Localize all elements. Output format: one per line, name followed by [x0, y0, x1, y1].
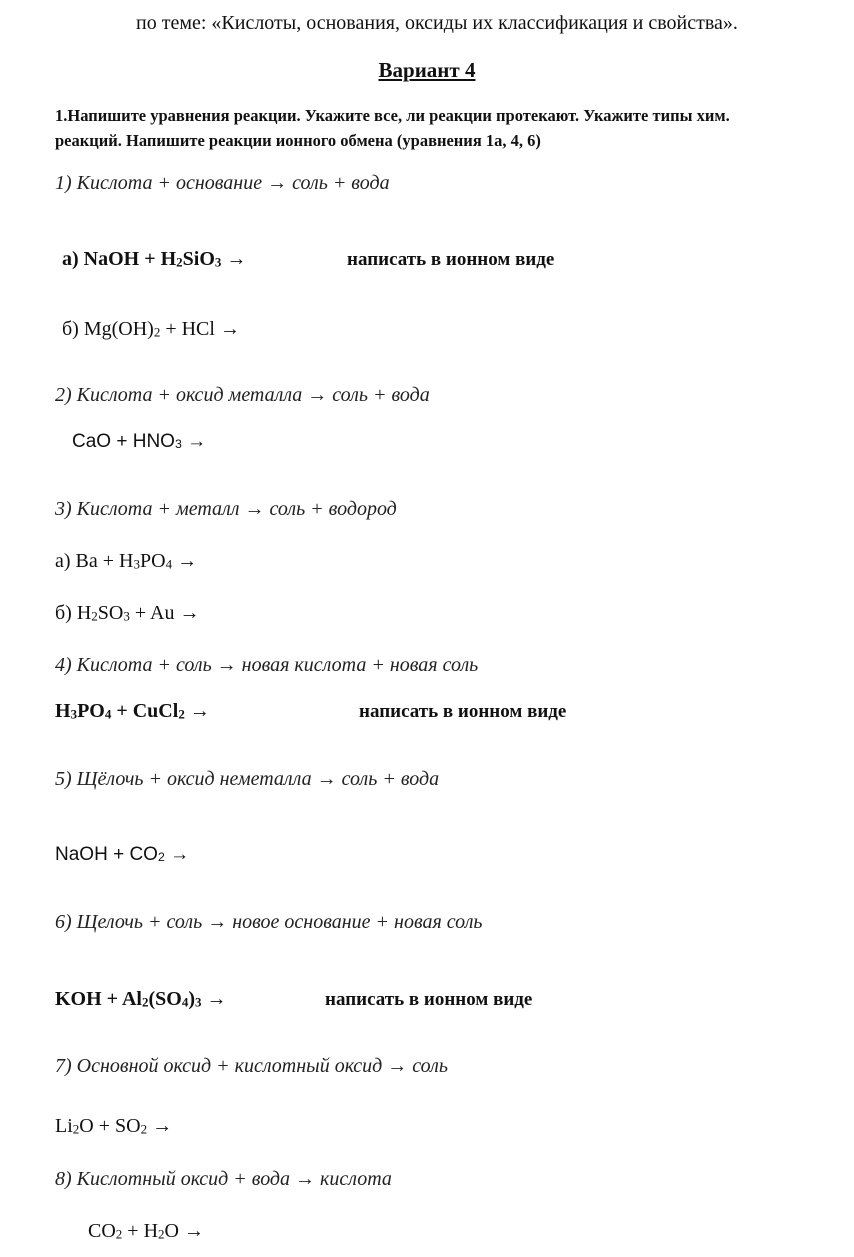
- section-3-heading: 3) Кислота + металл → соль + водород: [55, 498, 397, 520]
- equation-2: [72, 431, 206, 453]
- subscript: 3: [174, 437, 182, 452]
- task-line-2: реакций. Напишите реакции ионного обмена (уравнения 1а, 4, 6): [55, 131, 541, 150]
- formula-text: →: [221, 248, 247, 270]
- subscript: 2: [72, 1121, 80, 1137]
- section-6-heading: 6) Щелочь + соль → новое основание + новая соль: [55, 911, 483, 933]
- formula-text: + H: [122, 1220, 159, 1242]
- formula-text: O + SO: [79, 1115, 141, 1137]
- section-8-heading: 8) Кислотный оксид + вода → кислота: [55, 1168, 392, 1190]
- section-1-heading: 1) Кислота + основание → соль + вода: [55, 172, 390, 194]
- subscript: 3: [70, 706, 78, 722]
- subscript: 4: [104, 706, 112, 722]
- subscript: 2: [153, 324, 161, 340]
- variant-label: Вариант 4: [378, 58, 476, 82]
- formula-text: а) Ba + H: [55, 550, 134, 572]
- equation-1a: [62, 248, 246, 271]
- formula-text: б) H: [55, 602, 92, 624]
- formula-text: PO: [77, 700, 105, 722]
- subscript: 3: [214, 254, 222, 270]
- subscript: 2: [140, 1121, 148, 1137]
- formula-text: →: [147, 1115, 173, 1137]
- formula-text: →: [184, 700, 210, 722]
- equation-6: [55, 988, 226, 1011]
- section-2-heading: 2) Кислота + оксид металла → соль + вода: [55, 384, 430, 406]
- formula-text: →: [181, 431, 207, 452]
- equation-7: [55, 1115, 172, 1138]
- formula-text: Li: [55, 1115, 73, 1137]
- formula-text: ): [188, 988, 195, 1010]
- equation-8: [88, 1220, 204, 1243]
- ionic-note-6: написать в ионном виде: [325, 989, 533, 1010]
- formula-text: KOH + Al: [55, 988, 142, 1010]
- formula-text: H: [55, 700, 71, 722]
- formula-text: O →: [164, 1220, 204, 1242]
- subscript: 4: [165, 556, 173, 572]
- subscript: 3: [133, 556, 140, 572]
- subscript: 2: [91, 608, 98, 624]
- subscript: 3: [194, 994, 202, 1010]
- formula-text: (SO: [148, 988, 182, 1010]
- formula-text: + Au →: [129, 602, 200, 624]
- formula-text: + HCl →: [160, 318, 240, 340]
- task-line-1: 1.Напишите уравнения реакции. Укажите все, ли реакции протекают. Укажите типы хим.: [55, 106, 730, 125]
- formula-text: →: [172, 550, 198, 572]
- formula-text: CO: [88, 1220, 116, 1242]
- section-4-heading: 4) Кислота + соль → новая кислота + новая соль: [55, 654, 479, 676]
- subscript: 4: [181, 994, 189, 1010]
- equation-4: [55, 700, 210, 723]
- ionic-note-1a: написать в ионном виде: [347, 249, 555, 270]
- subscript: 2: [158, 1226, 165, 1242]
- formula-text: →: [201, 988, 227, 1010]
- formula-text: NaOH + CO: [55, 844, 158, 865]
- ionic-note-4: написать в ионном виде: [359, 701, 567, 722]
- section-7-heading: 7) Основной оксид + кислотный оксид → соль: [55, 1055, 448, 1077]
- equation-5: [55, 844, 189, 866]
- formula-text: б) Mg(OH): [62, 318, 154, 340]
- subscript: 2: [157, 850, 165, 865]
- formula-text: SO: [97, 602, 124, 624]
- formula-text: CaO + HNO: [72, 431, 175, 452]
- subscript: 2: [141, 994, 149, 1010]
- subscript: 2: [115, 1226, 123, 1242]
- formula-text: + CuCl: [111, 700, 179, 722]
- subscript: 2: [176, 254, 183, 270]
- formula-text: →: [164, 844, 190, 865]
- equation-3a: [55, 550, 197, 573]
- equation-1b: [62, 318, 240, 341]
- topic-line: по теме: «Кислоты, основания, оксиды их классификация и свойства».: [136, 12, 738, 34]
- variant-title: [0, 58, 854, 83]
- formula-text: PO: [139, 550, 166, 572]
- formula-text: SiO: [182, 248, 215, 270]
- section-5-heading: 5) Щёлочь + оксид неметалла → соль + вода: [55, 768, 440, 790]
- formula-text: а) NaOH + H: [62, 248, 177, 270]
- subscript: 3: [123, 608, 130, 624]
- equation-3b: [55, 602, 199, 625]
- subscript: 2: [178, 706, 185, 722]
